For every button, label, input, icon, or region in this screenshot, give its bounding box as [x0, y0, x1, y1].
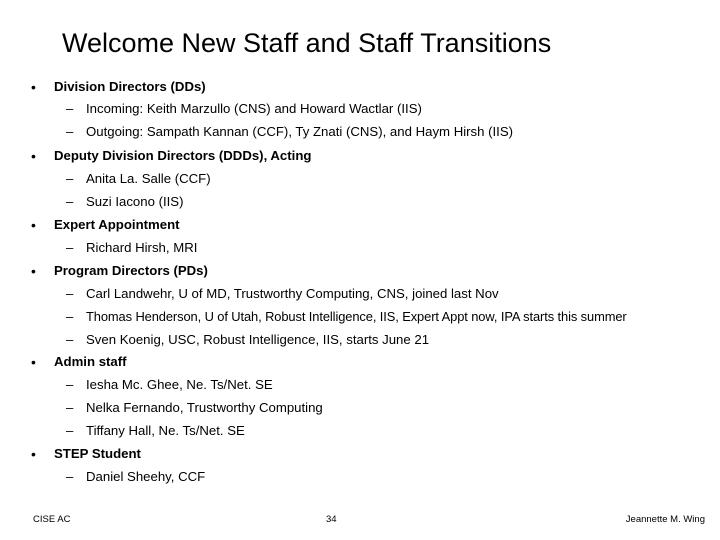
dash-icon: –	[66, 124, 74, 139]
list-item: Incoming: Keith Marzullo (CNS) and Howard Wactlar (IIS)	[86, 101, 422, 116]
dash-icon: –	[66, 101, 74, 116]
list-item: Carl Landwehr, U of MD, Trustworthy Computing, CNS, joined last Nov	[86, 286, 499, 301]
list-item: Thomas Henderson, U of Utah, Robust Intelligence, IIS, Expert Appt now, IPA starts this summer	[86, 309, 627, 324]
section-heading: Admin staff	[54, 354, 127, 369]
page-number: 34	[326, 514, 337, 525]
list-item: Tiffany Hall, Ne. Ts/Net. SE	[86, 423, 245, 438]
bullet-icon: •	[31, 79, 36, 95]
bullet-icon: •	[31, 148, 36, 164]
list-item: Anita La. Salle (CCF)	[86, 171, 211, 186]
dash-icon: –	[66, 309, 74, 324]
dash-icon: –	[66, 377, 74, 392]
list-item: Daniel Sheehy, CCF	[86, 469, 206, 484]
list-item: Nelka Fernando, Trustworthy Computing	[86, 400, 323, 415]
dash-icon: –	[66, 332, 74, 347]
bullet-icon: •	[31, 354, 36, 370]
bullet-icon: •	[31, 446, 36, 462]
slide-title: Welcome New Staff and Staff Transitions	[62, 28, 552, 58]
dash-icon: –	[66, 194, 74, 209]
dash-icon: –	[66, 240, 74, 255]
list-item: Suzi Iacono (IIS)	[86, 194, 184, 209]
list-item: Iesha Mc. Ghee, Ne. Ts/Net. SE	[86, 377, 273, 392]
section-heading: Program Directors (PDs)	[54, 263, 208, 278]
list-item: Outgoing: Sampath Kannan (CCF), Ty Znati (CNS), and Haym Hirsh (IIS)	[86, 124, 514, 139]
bullet-icon: •	[31, 263, 36, 279]
section-heading: Deputy Division Directors (DDDs), Acting	[54, 148, 312, 163]
dash-icon: –	[66, 469, 74, 484]
footer-author: Jeannette M. Wing	[625, 514, 705, 525]
section-heading: Division Directors (DDs)	[54, 79, 206, 94]
section-heading: STEP Student	[54, 446, 141, 461]
dash-icon: –	[66, 171, 74, 186]
dash-icon: –	[66, 400, 74, 415]
footer-left-text: CISE AC	[33, 514, 71, 525]
section-heading: Expert Appointment	[54, 217, 180, 232]
list-item: Richard Hirsh, MRI	[86, 240, 198, 255]
bullet-icon: •	[31, 217, 36, 233]
list-item: Sven Koenig, USC, Robust Intelligence, IIS, starts June 21	[86, 332, 430, 347]
dash-icon: –	[66, 423, 74, 438]
dash-icon: –	[66, 286, 74, 301]
